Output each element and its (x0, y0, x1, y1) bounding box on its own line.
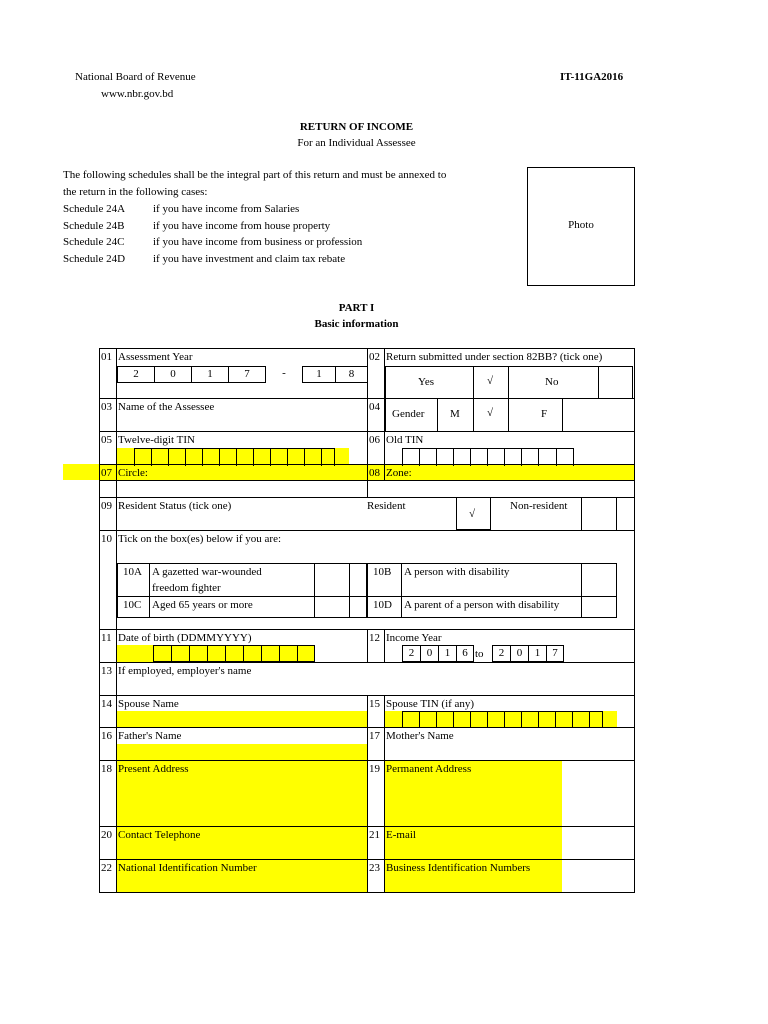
field-num: 09 (101, 500, 112, 512)
schedule-code: Schedule 24B (63, 220, 125, 232)
digit-box[interactable]: 0 (420, 645, 438, 662)
cell-line (314, 563, 315, 618)
digit-box[interactable]: 0 (154, 366, 191, 383)
cell-line (581, 497, 582, 530)
digit-box[interactable]: 1 (528, 645, 546, 662)
option-code: 10A (123, 566, 142, 578)
field-num: 10 (101, 533, 112, 545)
circle-label: Circle: (118, 467, 148, 479)
option-code: 10B (373, 566, 392, 578)
digit-box[interactable]: 0 (510, 645, 528, 662)
nid-label: National Identification Number (118, 862, 257, 874)
field-num: 23 (369, 862, 380, 874)
field-num: 05 (101, 434, 112, 446)
assessment-year-boxes[interactable] (117, 366, 368, 383)
row-line (99, 859, 635, 860)
tick-boxes-label: Tick on the box(es) below if you are: (118, 533, 282, 545)
schedule-desc: if you have investment and claim tax rebate (153, 253, 346, 265)
spouse-tin-label: Spouse TIN (if any) (386, 698, 475, 710)
aged-65-label: Aged 65 years or more (152, 599, 253, 611)
digit-box[interactable]: 7 (228, 366, 265, 383)
employer-name-label: If employed, employer's name (118, 665, 252, 677)
income-year-label: Income Year (386, 632, 442, 644)
schedule-code: Schedule 24D (63, 253, 126, 265)
mid-divider (367, 695, 368, 893)
row-line (99, 760, 635, 761)
war-wounded-label-2: freedom fighter (152, 582, 221, 594)
website: www.nbr.gov.bd (101, 88, 174, 100)
zone-label: Zone: (386, 467, 412, 479)
digit-separator: - (265, 366, 302, 383)
intro-line-2: the return in the following cases: (63, 186, 208, 198)
field-num: 02 (369, 351, 380, 363)
yes-option[interactable]: Yes (418, 376, 435, 388)
part-title: PART I (338, 302, 375, 314)
no-option[interactable]: No (545, 376, 559, 388)
cell-line (508, 366, 509, 399)
field-num: 08 (369, 467, 380, 479)
dob-label: Date of birth (DDMMYYYY) (118, 632, 252, 644)
fathers-name-label: Father's Name (118, 730, 182, 742)
cell-line (598, 366, 599, 399)
gender-female-option[interactable]: F (541, 408, 548, 420)
present-address-label: Present Address (118, 763, 189, 775)
email-label: E-mail (386, 829, 416, 841)
resident-status-label: Resident Status (tick one) (118, 500, 232, 512)
field-num: 14 (101, 698, 112, 710)
photo-label: Photo (568, 219, 594, 231)
cell-line (473, 399, 474, 431)
field-num: 16 (101, 730, 112, 742)
mid-num-line (384, 695, 385, 893)
spouse-name-label: Spouse Name (118, 698, 179, 710)
field-num: 18 (101, 763, 112, 775)
cell-line (437, 399, 438, 431)
cell-line (117, 596, 367, 597)
parent-disability-label: A parent of a person with disability (404, 599, 560, 611)
non-resident-option[interactable]: Non-resident (510, 500, 568, 512)
cell-line (581, 563, 582, 618)
row-line (99, 530, 635, 531)
form-subtitle: For an Individual Assessee (297, 137, 416, 149)
tick-mark: √ (487, 375, 494, 387)
field-num: 20 (101, 829, 112, 841)
assessee-name-label: Name of the Assessee (118, 401, 215, 413)
option-code: 10D (373, 599, 392, 611)
tick-mark: √ (469, 508, 476, 520)
mid-divider (367, 629, 368, 662)
field-num: 07 (101, 467, 112, 479)
cell-line (562, 399, 563, 431)
field-num: 01 (101, 351, 112, 363)
schedule-desc: if you have income from house property (153, 220, 331, 232)
num-col-line (116, 348, 117, 893)
disability-label: A person with disability (404, 566, 510, 578)
spouse-tin-grid[interactable] (402, 711, 603, 727)
cell-line (616, 497, 617, 530)
cell-line (385, 399, 386, 431)
mid-num-line (384, 629, 385, 662)
permanent-address-label: Permanent Address (386, 763, 472, 775)
cell-line (401, 563, 402, 618)
row-line (99, 826, 635, 827)
cell-line (349, 563, 350, 618)
row-line (99, 695, 635, 696)
schedule-code: Schedule 24C (63, 236, 125, 248)
resident-option[interactable]: Resident (367, 500, 406, 512)
field-num: 12 (369, 632, 380, 644)
digit-box[interactable]: 1 (438, 645, 456, 662)
intro-line-1: The following schedules shall be the integral part of this return and must be annexed to (63, 169, 447, 181)
digit-box[interactable]: 1 (191, 366, 228, 383)
field-num: 06 (369, 434, 380, 446)
field-num: 03 (101, 401, 112, 413)
gender-male-option[interactable]: M (450, 408, 460, 420)
digit-box[interactable]: 2 (492, 645, 510, 662)
cell-line (473, 366, 474, 399)
digit-box[interactable]: 6 (456, 645, 474, 662)
mothers-name-label: Mother's Name (386, 730, 454, 742)
part-subtitle: Basic information (314, 318, 399, 330)
cell-line (508, 399, 509, 431)
tick-mark: √ (487, 407, 494, 419)
field-num: 17 (369, 730, 380, 742)
row-line (99, 497, 635, 498)
form-code: IT-11GA2016 (560, 71, 624, 83)
income-year-from[interactable] (402, 645, 474, 662)
schedule-desc: if you have income from Salaries (153, 203, 300, 215)
digit-box[interactable]: 2 (402, 645, 420, 662)
dob-grid[interactable] (153, 645, 315, 662)
digit-box[interactable]: 1 (302, 366, 335, 383)
section-82bb-label: Return submitted under section 82BB? (tick one) (386, 351, 603, 363)
income-year-to[interactable] (492, 645, 564, 662)
option-code: 10C (123, 599, 142, 611)
digit-box[interactable]: 8 (335, 366, 368, 383)
field-num: 04 (369, 401, 380, 413)
row-line (99, 480, 635, 481)
contact-telephone-label: Contact Telephone (118, 829, 201, 841)
schedule-desc: if you have income from business or profession (153, 236, 363, 248)
field-num: 11 (101, 632, 112, 644)
digit-box[interactable]: 7 (546, 645, 564, 662)
org-name: National Board of Revenue (75, 71, 196, 83)
tin-grid[interactable] (134, 448, 335, 465)
field-num: 19 (369, 763, 380, 775)
digit-box[interactable]: 2 (117, 366, 154, 383)
photo-box[interactable] (527, 167, 635, 286)
tin-label: Twelve-digit TIN (118, 434, 195, 446)
old-tin-label: Old TIN (386, 434, 424, 446)
bin-label: Business Identification Numbers (386, 862, 531, 874)
schedule-code: Schedule 24A (63, 203, 126, 215)
field-num: 21 (369, 829, 380, 841)
gender-label: Gender (392, 408, 425, 420)
form-title: RETURN OF INCOME (299, 121, 414, 133)
war-wounded-label-1: A gazetted war-wounded (152, 566, 262, 578)
cell-line (149, 563, 150, 618)
field-num: 15 (369, 698, 380, 710)
income-year-to-label: to (475, 648, 484, 660)
field-num: 22 (101, 862, 112, 874)
old-tin-grid[interactable] (402, 448, 574, 465)
assessment-year-label: Assessment Year (118, 351, 193, 363)
row-line (99, 431, 635, 432)
row-line (99, 629, 635, 630)
field-num: 13 (101, 665, 112, 677)
cell-line (367, 596, 617, 597)
